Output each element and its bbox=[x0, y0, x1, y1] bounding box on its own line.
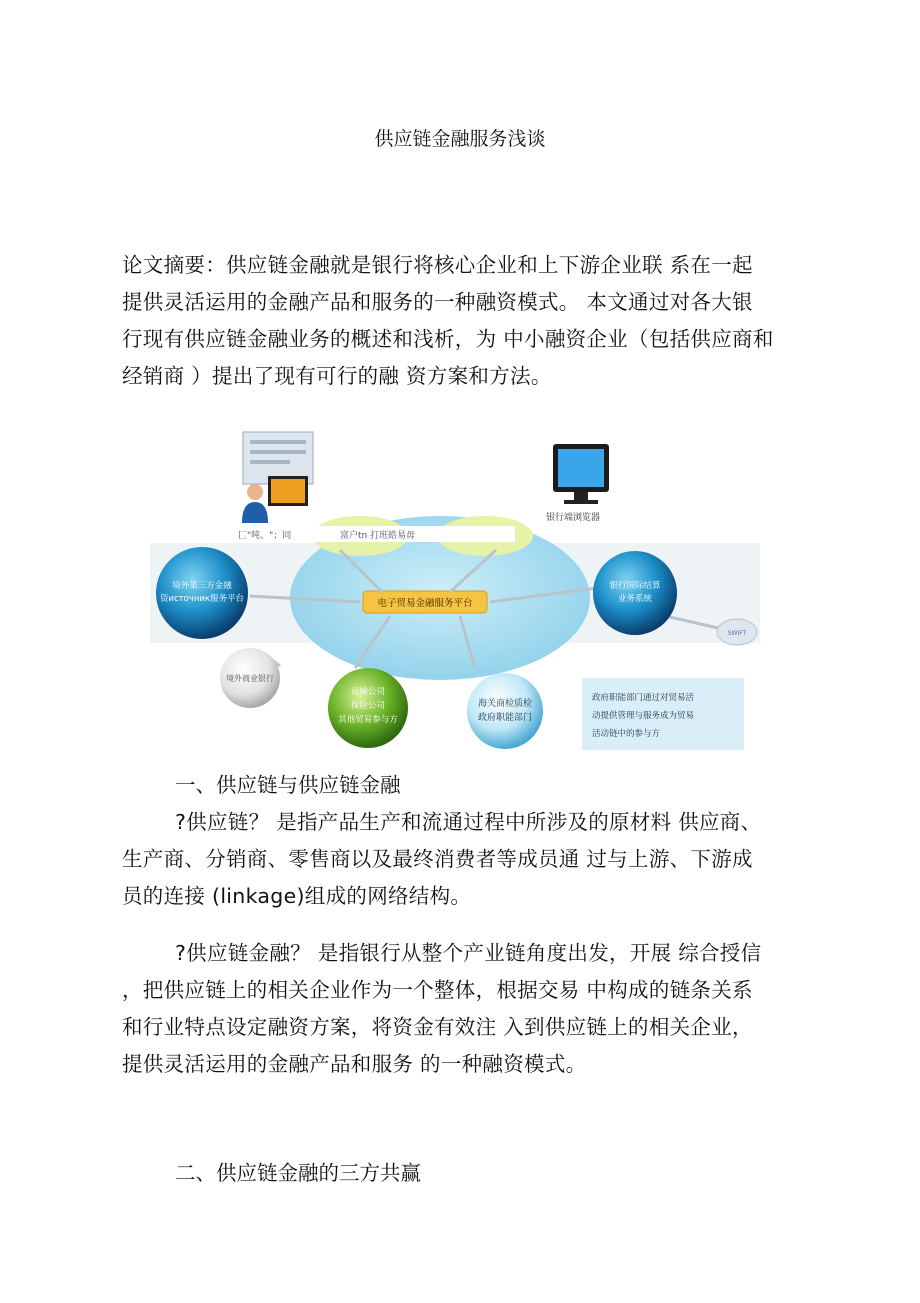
client-computer-icon bbox=[242, 432, 313, 523]
paragraph-line: 和行业特点设定融资方案，将资金有效注 入到供应链上的相关企业， bbox=[122, 1015, 753, 1039]
section-heading-1: 一、供应链与供应链金融 bbox=[175, 773, 401, 797]
paragraph-line: ?供应链？ 是指产品生产和流通过程中所涉及的原材料 供应商、 bbox=[175, 810, 762, 834]
svg-text:其他贸易参与方: 其他贸易参与方 bbox=[338, 715, 398, 725]
paragraph-line: 生产商、分销商、零售商以及最终消费者等成员通 过与上游、下游成 bbox=[122, 847, 753, 871]
paragraph-line: 提供灵活运用的金融产品和服务 的一种融资模式。 bbox=[122, 1052, 587, 1076]
paragraph-line: 员的连接 (linkage)组成的网络结构。 bbox=[122, 884, 472, 908]
paragraph-line: ，把供应链上的相关企业作为一个整体，根据交易 中构成的链条关系 bbox=[122, 978, 753, 1002]
svg-text:政府职能部门: 政府职能部门 bbox=[477, 713, 533, 723]
svg-text:银行国际结算: 银行国际结算 bbox=[609, 581, 661, 591]
paragraph-line: ?供应链金融？ 是指银行从整个产业链角度出发，开展 综合授信 bbox=[175, 941, 762, 965]
svg-text:保险公司: 保险公司 bbox=[350, 701, 386, 711]
document-title: 供应链金融服务浅谈 bbox=[374, 128, 546, 150]
svg-text:动提供管理与服务成为贸易: 动提供管理与服务成为贸易 bbox=[592, 711, 695, 721]
svg-text:业务系统: 业务系统 bbox=[617, 594, 653, 604]
svg-text:活动链中的参与方: 活动链中的参与方 bbox=[592, 729, 661, 739]
svg-text:SWIFT: SWIFT bbox=[727, 630, 747, 637]
monitor-icon bbox=[553, 444, 609, 504]
svg-text:政府职能部门通过对贸易活: 政府职能部门通过对贸易活 bbox=[592, 693, 695, 703]
platform-label: 电子贸易金融服务平台 bbox=[377, 598, 473, 609]
section-heading-2: 二、供应链金融的三方共赢 bbox=[175, 1161, 421, 1185]
abstract-line: 论文摘要：供应链金融就是银行将核心企业和上下游企业联 系在一起 bbox=[122, 253, 753, 277]
customs-node bbox=[467, 673, 543, 749]
client-caption: 匚"吨、"；同 bbox=[238, 531, 292, 541]
svg-text:境外第三方金融: 境外第三方金融 bbox=[172, 581, 232, 591]
bank-settlement-node bbox=[593, 551, 677, 635]
svg-text:境外商业银行: 境外商业银行 bbox=[226, 674, 274, 683]
client-caption-2: 富户tn 打班皓易毋 bbox=[340, 531, 416, 541]
svg-text:海关商检质检: 海关商检质检 bbox=[477, 699, 533, 709]
abstract-paragraph bbox=[122, 247, 802, 395]
abstract-line: 提供灵活运用的金融产品和服务的一种融资模式。 本文通过对各大银 bbox=[122, 290, 753, 314]
svg-text:资источник服务平台: 资источник服务平台 bbox=[159, 594, 245, 604]
abstract-line: 行现有供应链金融业务的概述和浅析，为 中小融资企业（包括供应商和 bbox=[122, 327, 774, 351]
supply-chain-diagram bbox=[150, 428, 760, 758]
overseas-finance-node bbox=[156, 547, 248, 639]
paragraph-supply-chain bbox=[122, 804, 802, 915]
svg-text:运输公司: 运输公司 bbox=[350, 687, 386, 697]
bank-browser-label: 银行端浏览器 bbox=[546, 513, 601, 523]
paragraph-supply-chain-finance bbox=[122, 935, 802, 1083]
abstract-line: 经销商 ）提出了现有可行的融 资方案和方法。 bbox=[122, 364, 552, 388]
